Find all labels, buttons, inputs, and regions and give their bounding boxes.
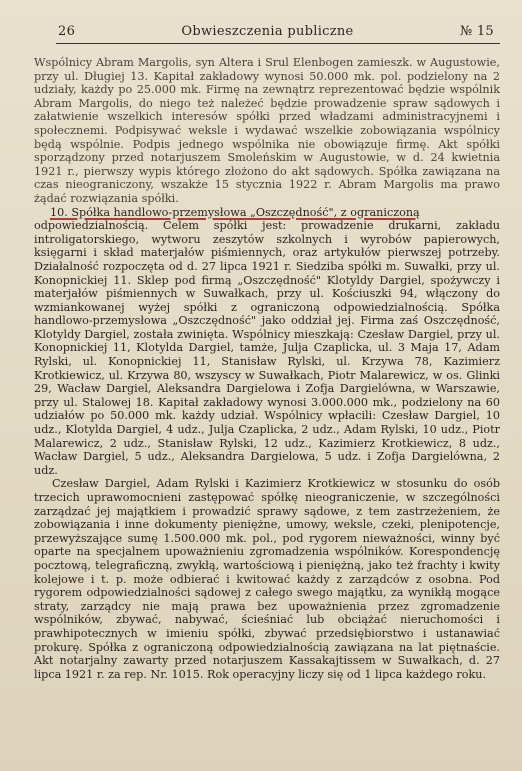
entry-10-heading (34, 206, 500, 220)
previous-entry-text: Wspólnicy Abram Margolis, syn Altera i Srul Elenbogen zamieszk. w Augustowie, przy ul. Długiej 13. Kapitał zakładowy wynosi 50.000 mk. pol. podzielony na 2 udziały, każdy po 25.000 mk. Firmę na zewnątrz reprezentować będzie wspólnik Abram Margolis, do niego też należeć będzie prowadzenie spraw sądowych i załatwienie wszelkich interesów spółki przed władzami administracyjnemi i społecznemi. Podpisywać weksle i wydawać wszelkie zobowiązania wspólnicy będą wspólnie. Podpis jednego wspólnika nie obowiązuje firmę. Akt spółki sporządzony przed notarjuszem Smoleńskim w Augustowie, w d. 24 kwietnia 1921 r., pierwszy wypis którego złożono do akt sądowych. Spółka zawiązana na czas nieograniczony, wszakże 15 stycznia 1922 r. Abram Margolis ma prawo żądać rozwiązania spółki. (34, 56, 500, 205)
page-header (34, 24, 500, 43)
entry-10-heading-text: 10. Spółka handlowo-przemysłowa „Oszczędność", z ograniczoną (50, 205, 420, 219)
publication-title: Obwieszczenia publiczne (181, 24, 354, 39)
article-body (34, 56, 500, 681)
page-number: 26 (58, 24, 76, 39)
entry-10-paragraph-2: Czesław Dargiel, Adam Rylski i Kazimierz Krotkiewicz w stosunku do osób trzecich uprawomocnieni zastępować spółkę nieograniczenie, w szczególności zarządzać jej majątkiem i prowadzić sprawy sądowe, z tem zastrzeżeniem, że zobowiązania i inne dokumenty pieniężne, umowy, weksle, czeki, plenipotencje, przewyższające sumę 1.500.000 mk. pol., pod rygorem nieważności, winny być oparte na specjalnem upoważnieniu zgromadzenia wspólników. Korespondencję pocztową, telegraficzną, zwykłą, wartościową i pieniężną, jako też frachty i kwity kolejowe i t. p. może odbierać i kwitować każdy z zarządców z osobna. Pod rygorem odpowiedzialności sądowej z całego swego majątku, za wynikłą mogące straty, zarządcy nie mają prawa bez upoważnienia przez zgromadzenie wspólników, zbywać, nabywać, ścieśniać lub obciążać nieruchomości i prawhipotecznych w imieniu spółki, zbywać przedsiębiorstwo i ustanawiać prokurę. Spółka z ograniczoną odpowiedzialnością zawiązana na lat piętnaście. Akt notarjalny zawarty przed notarjuszem Kassakajtissem w Suwałkach, d. 27 lipca 1921 r. za rep. Nr. 1015. Rok operacyjny liczy się od 1 lipca każdego roku. (34, 477, 500, 681)
entry-10-paragraph-1: odpowiedzialnością. Celem spółki jest: prowadzenie drukarni, zakładu introligatorskiego, wytworu zeszytów szkolnych i wyrobów papierowych, księgarni i skład materjałów piśmiennych, oraz artykułów pierwszej potrzeby. Działalność rozpoczęta od d. 27 lipca 1921 r. Siedziba spółki m. Suwałki, przy ul. Konopnickiej 11. Sklep pod firmą „Oszczędność" Klotyldy Dargiel, spożywczy i materjałów piśmiennych w Suwałkach, przy ul. Kościuszki 94, włączony do wzmiankowanej wyżej spółki z ograniczoną odpowiedzialnością. Spółka handlowo-przemysłowa „Oszczędność" jako oddział jej. Firma zaś Oszczędność, Klotyldy Dargiel, została zwinięta. Wspólnicy mieszkają: Czesław Dargiel, przy ul. Konopnickiej 11, Klotylda Dargiel, tamże, Julja Czaplicka, ul. 3 Maja 17, Adam Rylski, ul. Konopnickiej 11, Stanisław Rylski, ul. Krzywa 78, Kazimierz Krotkiewicz, ul. Krzywa 80, wszyscy w Suwałkach, Piotr Malarewicz, w os. Glinki 29, Wacław Dargiel, Aleksandra Dargielowa i Zofja Dargielówna, w Warszawie, przy ul. Stalowej 18. Kapitał zakładowy wynosi 3.000.000 mk., podzielony na 60 udziałów po 50.000 mk. każdy udział. Wspólnicy wpłacili: Czesław Dargiel, 10 udz., Klotylda Dargiel, 4 udz., Julja Czaplicka, 2 udz., Adam Rylski, 10 udz., Piotr Malarewicz, 2 udz., Stanisław Rylski, 12 udz., Kazimierz Krotkiewicz, 8 udz., Wacław Dargiel, 5 udz., Aleksandra Dargielowa, 5 udz. i Zofja Dargielówna, 2 udz. (34, 219, 500, 477)
header-rule (56, 43, 500, 44)
issue-number: № 15 (459, 24, 494, 39)
